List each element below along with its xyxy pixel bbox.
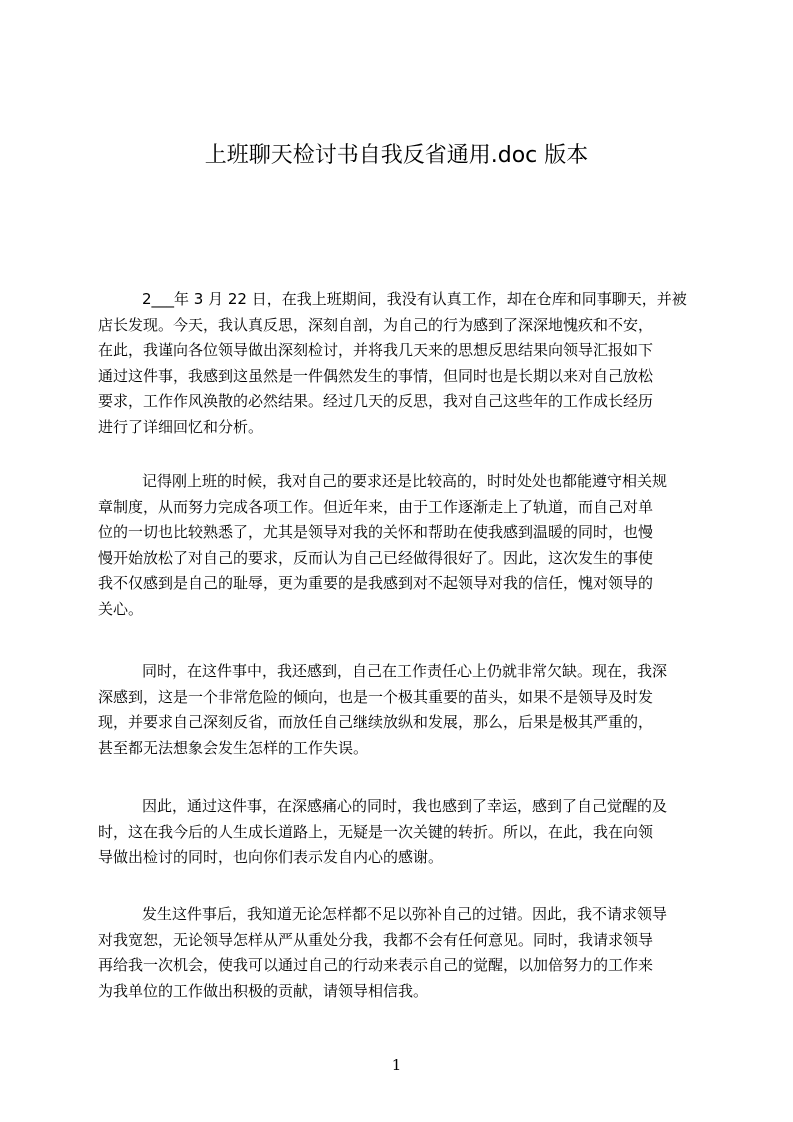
paragraph-line: 为我单位的工作做出积极的贡献，请领导相信我。 — [98, 981, 429, 1000]
paragraph-line: 现，并要求自己深刻反省，而放任自己继续放纵和发展，那么，后果是极其严重的， — [98, 713, 654, 731]
paragraph-line: 2___年 3 月 22 日，在我上班期间，我没有认真工作，却在仓库和同事聊天，并被 — [142, 290, 687, 308]
paragraph-line: 因此，通过这件事，在深感痛心的同时，我也感到了幸运，感到了自己觉醒的及 — [142, 797, 668, 815]
paragraph-line: 发生这件事后，我知道无论怎样都不足以弥补自己的过错。因此，我不请求领导 — [142, 905, 668, 923]
page-number: 1 — [391, 1056, 402, 1074]
paragraph-line: 在此，我谨向各位领导做出深刻检讨，并将我几天来的思想反思结果向领导汇报如下 — [98, 341, 654, 359]
paragraph-line: 我不仅感到是自己的耻辱，更为重要的是我感到对不起领导对我的信任，愧对领导的 — [98, 574, 654, 592]
document-title: 上班聊天检讨书自我反省通用.doc 版本 — [204, 143, 589, 168]
paragraph-line: 要求，工作作风涣散的必然结果。经过几天的反思，我对自己这些年的工作成长经历 — [98, 392, 654, 410]
paragraph-line: 店长发现。今天，我认真反思，深刻自剖，为自己的行为感到了深深地愧疚和不安， — [98, 315, 654, 334]
paragraph-line: 记得刚上班的时候，我对自己的要求还是比较高的，时时处处也都能遵守相关规 — [142, 472, 668, 490]
paragraph-line: 对我宽恕，无论领导怎样从严从重处分我，我都不会有任何意见。同时，我请求领导 — [98, 930, 654, 949]
paragraph-line: 通过这件事，我感到这虽然是一件偶然发生的事情，但同时也是长期以来对自己放松 — [98, 366, 654, 385]
paragraph-1 — [98, 287, 712, 440]
paragraph-line: 位的一切也比较熟悉了，尤其是领导对我的关怀和帮助在使我感到温暖的同时，也慢 — [98, 523, 654, 541]
paragraph-line: 甚至都无法想象会发生怎样的工作失误。 — [98, 738, 369, 757]
paragraph-3 — [98, 659, 712, 761]
paragraph-line: 时，这在我今后的人生成长道路上，无疑是一次关键的转折。所以，在此，我在向领 — [98, 822, 654, 841]
paragraph-line: 导做出检讨的同时，也向你们表示发自内心的感谢。 — [98, 848, 444, 866]
paragraph-line: 深感到，这是一个非常危险的倾向，也是一个极其重要的苗头，如果不是领导及时发 — [98, 687, 654, 706]
paragraph-line: 同时，在这件事中，我还感到，自己在工作责任心上仍就非常欠缺。现在，我深 — [142, 662, 668, 680]
paragraph-line: 再给我一次机会，使我可以通过自己的行动来表示自己的觉醒，以加倍努力的工作来 — [98, 956, 654, 974]
paragraph-line: 关心。 — [98, 599, 144, 618]
paragraph-line: 章制度，从而努力完成各项工作。但近年来，由于工作逐渐走上了轨道，而自己对单 — [98, 497, 654, 516]
paragraph-5 — [98, 902, 712, 1004]
paragraph-2 — [98, 469, 712, 622]
paragraph-line: 进行了详细回忆和分析。 — [98, 417, 264, 436]
paragraph-line: 慢开始放松了对自己的要求，反而认为自己已经做得很好了。因此，这次发生的事使 — [98, 548, 654, 567]
paragraph-4 — [98, 794, 712, 871]
